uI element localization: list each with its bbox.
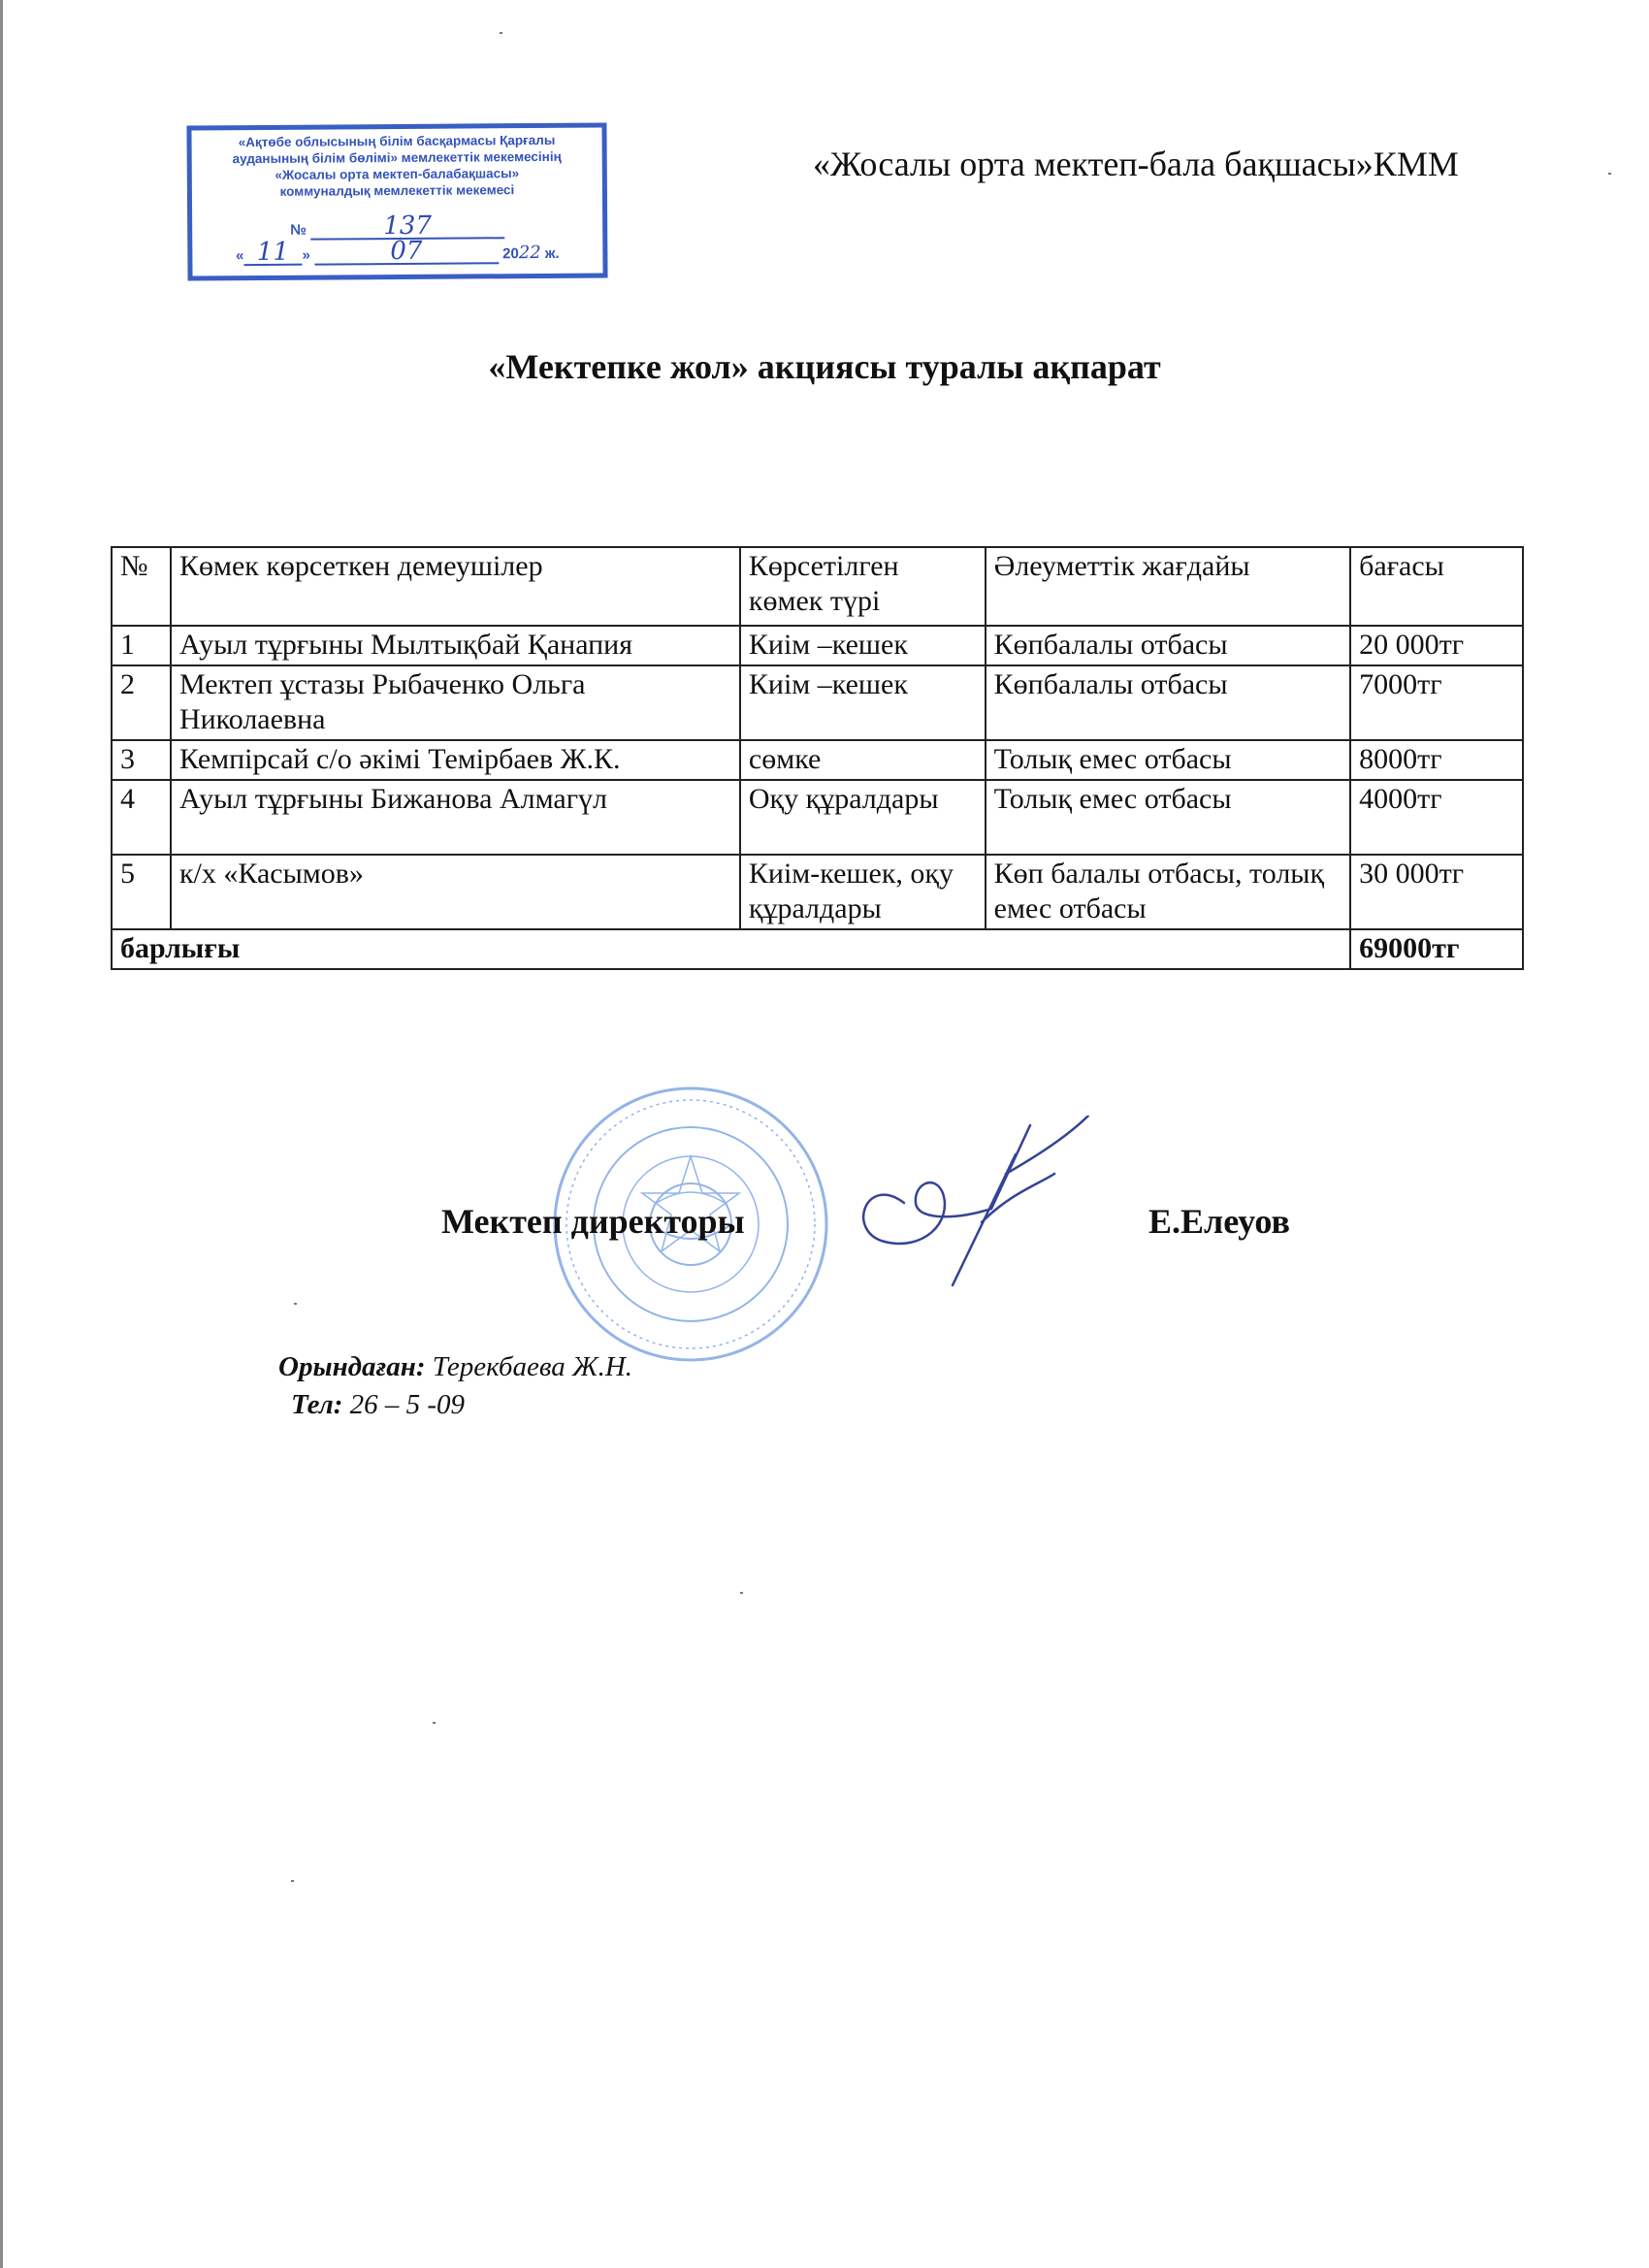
stamp-number-label: № <box>290 221 307 239</box>
phone-label: Тел: <box>291 1389 343 1420</box>
registration-stamp <box>186 122 607 280</box>
table-row <box>112 740 1523 780</box>
stamp-line: «Ақтөбе облысының білім басқармасы Қарғалы <box>238 132 556 150</box>
cell-sponsor: Ауыл тұрғыны Бижанова Алмагүл <box>171 780 740 855</box>
scan-speck <box>294 1303 297 1305</box>
executor-line <box>278 1351 632 1383</box>
executor-label: Орындаған: <box>278 1351 426 1382</box>
stamp-line: коммуналдық мемлекеттік мекемесі <box>279 182 515 199</box>
cell-price: 7000тг <box>1350 665 1523 740</box>
executor-name: Терекбаева Ж.Н. <box>432 1351 633 1382</box>
cell-price: 20 000тг <box>1350 626 1523 665</box>
stamp-date-year-tail: ж. <box>544 244 560 262</box>
scan-speck <box>433 1722 436 1724</box>
header-number: № <box>112 547 171 626</box>
scan-speck <box>1608 173 1611 175</box>
phone-line <box>291 1389 465 1421</box>
director-name: Е.Елеуов <box>1148 1202 1290 1241</box>
cell-sponsor: Ауыл тұрғыны Мылтықбай Қанапия <box>171 626 740 665</box>
scan-speck <box>740 1592 743 1594</box>
scan-edge <box>0 0 3 2268</box>
cell-social-status: Көп балалы отбасы, толық емес отбасы <box>986 855 1350 929</box>
cell-sponsor: Мектеп ұстазы Рыбаченко Ольга Николаевна <box>171 665 740 740</box>
cell-price: 4000тг <box>1350 780 1523 855</box>
cell-aid-type: Киім-кешек, оқу құралдары <box>740 855 986 929</box>
header-aid-type: Көрсетілген көмек түрі <box>740 547 986 626</box>
cell-number: 4 <box>112 780 171 855</box>
cell-number: 1 <box>112 626 171 665</box>
scan-speck <box>291 1880 294 1882</box>
cell-price: 8000тг <box>1350 740 1523 780</box>
cell-social-status: Толық емес отбасы <box>986 780 1350 855</box>
table-total-row <box>112 929 1523 969</box>
cell-sponsor: к/х «Касымов» <box>171 855 740 929</box>
table-row <box>112 665 1523 740</box>
cell-number: 2 <box>112 665 171 740</box>
cell-number: 5 <box>112 855 171 929</box>
organization-name: «Жосалы орта мектеп-бала бақшасы»КММ <box>813 145 1459 183</box>
total-label: барлығы <box>112 929 1350 969</box>
stamp-date-row: « 11 » 07 2022 ж. <box>236 236 560 268</box>
cell-social-status: Толық емес отбасы <box>986 740 1350 780</box>
stamp-date-year-suffix: 22 <box>518 242 541 264</box>
cell-social-status: Көпбалалы отбасы <box>986 626 1350 665</box>
header-price: бағасы <box>1350 547 1523 626</box>
stamp-date-month: 07 <box>390 236 423 267</box>
cell-aid-type: сөмке <box>740 740 986 780</box>
table-header-row <box>112 547 1523 626</box>
document-title: «Мектепке жол» акциясы туралы ақпарат <box>488 347 1161 386</box>
phone-value: 26 – 5 -09 <box>349 1389 466 1420</box>
stamp-date-day: 11 <box>256 237 290 268</box>
total-value: 69000тг <box>1350 929 1523 969</box>
table-row <box>112 780 1523 855</box>
cell-price: 30 000тг <box>1350 855 1523 929</box>
cell-aid-type: Киім –кешек <box>740 626 986 665</box>
scan-speck <box>500 32 502 34</box>
cell-sponsor: Кемпірсай с/о әкімі Темірбаев Ж.К. <box>171 740 740 780</box>
stamp-line: «Жосалы орта мектеп-балабақшасы» <box>275 166 520 182</box>
director-signature <box>846 1116 1127 1290</box>
cell-aid-type: Киім –кешек <box>740 665 986 740</box>
cell-aid-type: Оқу құралдары <box>740 780 986 855</box>
table-row <box>112 855 1523 929</box>
stamp-number-value: 137 <box>383 211 433 242</box>
cell-social-status: Көпбалалы отбасы <box>986 665 1350 740</box>
stamp-date-year-prefix: 20 <box>502 245 519 263</box>
director-position: Мектеп директоры <box>441 1202 745 1241</box>
header-social-status: Әлеуметтік жағдайы <box>986 547 1350 626</box>
header-sponsor: Көмек көрсеткен демеушілер <box>171 547 740 626</box>
table-row <box>112 626 1523 665</box>
sponsors-table <box>111 546 1524 970</box>
stamp-line: ауданының білім бөлімі» мемлекеттік мекемесінің <box>232 148 562 167</box>
cell-number: 3 <box>112 740 171 780</box>
